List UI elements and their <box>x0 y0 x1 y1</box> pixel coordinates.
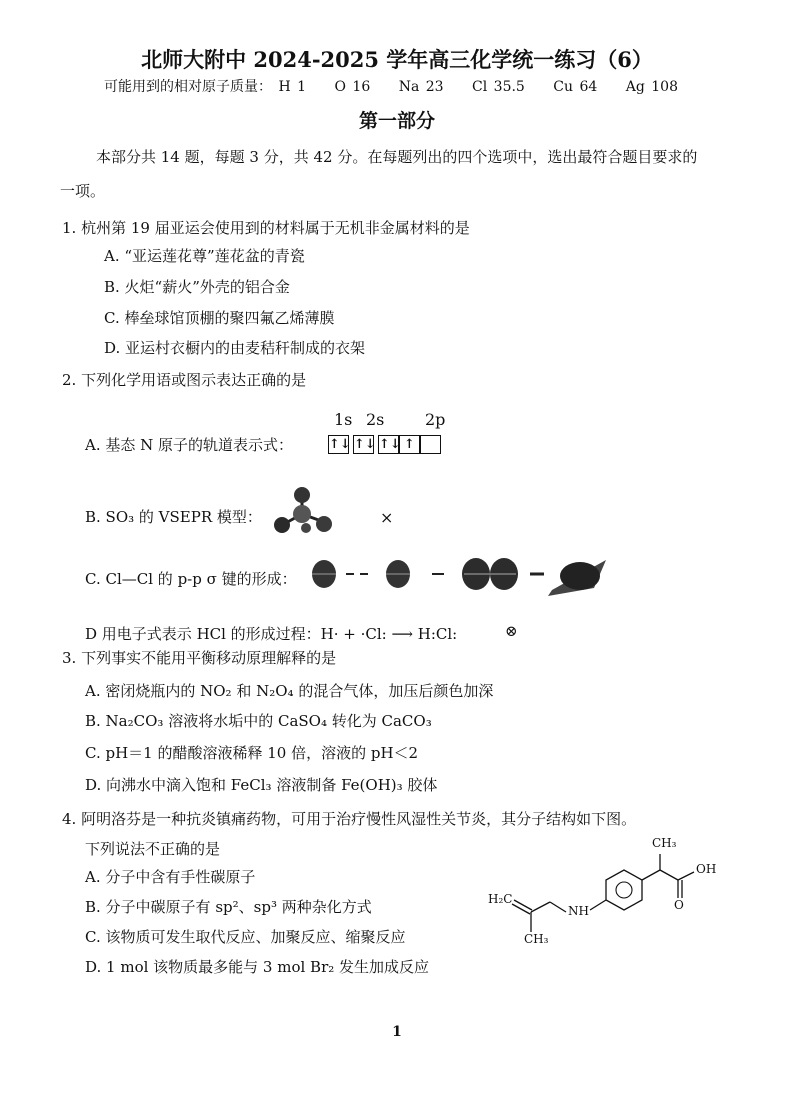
orbital-diagram <box>328 434 445 454</box>
q3-stem: 3. 下列事实不能用平衡移动原理解释的是 <box>62 649 337 667</box>
orbital-box: ↑↓ <box>354 436 376 452</box>
q4-option-d: D. 1 mol 该物质最多能与 3 mol Br₂ 发生加成反应 <box>85 958 430 976</box>
q4-stem: 4. 阿明洛芬是一种抗炎镇痛药物，可用于治疗慢性风湿性关节炎，其分子结构如下图。 <box>62 810 637 828</box>
mass-ag: Ag 108 <box>625 79 678 95</box>
nh-label: NH <box>568 904 589 918</box>
q1-stem: 1. 杭州第 19 届亚运会使用到的材料属于无机非金属材料的是 <box>62 219 470 237</box>
section-intro-line2: 一项。 <box>60 182 106 200</box>
p-p-sigma-bond-figure <box>308 552 608 602</box>
q3-option-d: D. 向沸水中滴入饱和 FeCl₃ 溶液制备 Fe(OH)₃ 胶体 <box>85 776 438 794</box>
orbital-box: ↑ <box>399 435 420 454</box>
orbital-label-2p: 2p <box>425 410 446 429</box>
exam-title: 北师大附中 2024-2025 学年高三化学统一练习（6） <box>141 47 653 72</box>
q1-option-d: D. 亚运村衣橱内的由麦秸秆制成的衣架 <box>104 339 366 357</box>
so3-vsepr-model-figure <box>264 484 344 540</box>
section-intro-line1: 本部分共 14 题，每题 3 分，共 42 分。在每题列出的四个选项中，选出最符合题目要求的 <box>96 148 698 166</box>
orbital-box: ↑↓ <box>329 436 351 452</box>
mass-h: H 1 <box>278 79 307 95</box>
q4-option-c: C. 该物质可发生取代反应、加聚反应、缩聚反应 <box>85 928 406 946</box>
atomic-masses <box>104 76 700 96</box>
mass-o: O 16 <box>334 79 371 95</box>
orbital-1s <box>328 434 349 454</box>
oh-label: OH <box>696 862 717 876</box>
q3-option-b: B. Na₂CO₃ 溶液将水垢中的 CaSO₄ 转化为 CaCO₃ <box>85 712 432 730</box>
q1-option-b: B. 火炬“薪火”外壳的铝合金 <box>104 278 290 296</box>
q2-option-d: D 用电子式表示 HCl 的形成过程：H· + ·Cl: ⟶ H:Cl: <box>85 625 458 643</box>
q4-option-a: A. 分子中含有手性碳原子 <box>85 868 256 886</box>
q2-option-c: C. Cl—Cl 的 p-p σ 键的形成： <box>85 570 297 588</box>
orbital-box: ↑↓ <box>379 436 401 452</box>
mass-cl: Cl 35.5 <box>472 79 525 95</box>
mark-icon: ⊗ <box>505 622 518 640</box>
mass-na: Na 23 <box>398 79 444 95</box>
q3-option-a: A. 密闭烧瓶内的 NO₂ 和 N₂O₄ 的混合气体，加压后颜色加深 <box>85 682 494 700</box>
orbital-2s <box>353 434 374 454</box>
q2-stem: 2. 下列化学用语或图示表达正确的是 <box>62 371 307 389</box>
section-title: 第一部分 <box>358 110 435 132</box>
h2c-label: H₂C <box>488 892 513 906</box>
q2-option-a: A. 基态 N 原子的轨道表示式： <box>85 436 294 454</box>
orbital-label-1s: 1s <box>334 410 353 429</box>
mass-cu: Cu 64 <box>553 79 598 95</box>
q4-stem2: 下列说法不正确的是 <box>85 840 221 858</box>
q1-option-a: A. “亚运莲花尊”莲花盆的青瓷 <box>104 247 305 265</box>
q1-option-c: C. 棒垒球馆顶棚的聚四氟乙烯薄膜 <box>104 309 335 327</box>
cross-mark-icon: × <box>380 508 394 527</box>
ch3-top-label: CH₃ <box>652 836 677 850</box>
ch3-bottom-label: CH₃ <box>524 932 549 946</box>
orbital-label-2s: 2s <box>366 410 385 429</box>
q3-option-c: C. pH＝1 的醋酸溶液稀释 10 倍，溶液的 pH＜2 <box>85 744 419 762</box>
molecular-structure <box>488 832 728 950</box>
o-label: O <box>674 898 684 912</box>
masses-label: 可能用到的相对原子质量： <box>104 79 272 95</box>
page-number: 1 <box>392 1024 402 1040</box>
q4-option-b: B. 分子中碳原子有 sp²、sp³ 两种杂化方式 <box>85 898 372 916</box>
orbital-2p <box>378 434 441 454</box>
orbital-box <box>420 435 441 454</box>
q2-option-b: B. SO₃ 的 VSEPR 模型： <box>85 508 262 526</box>
